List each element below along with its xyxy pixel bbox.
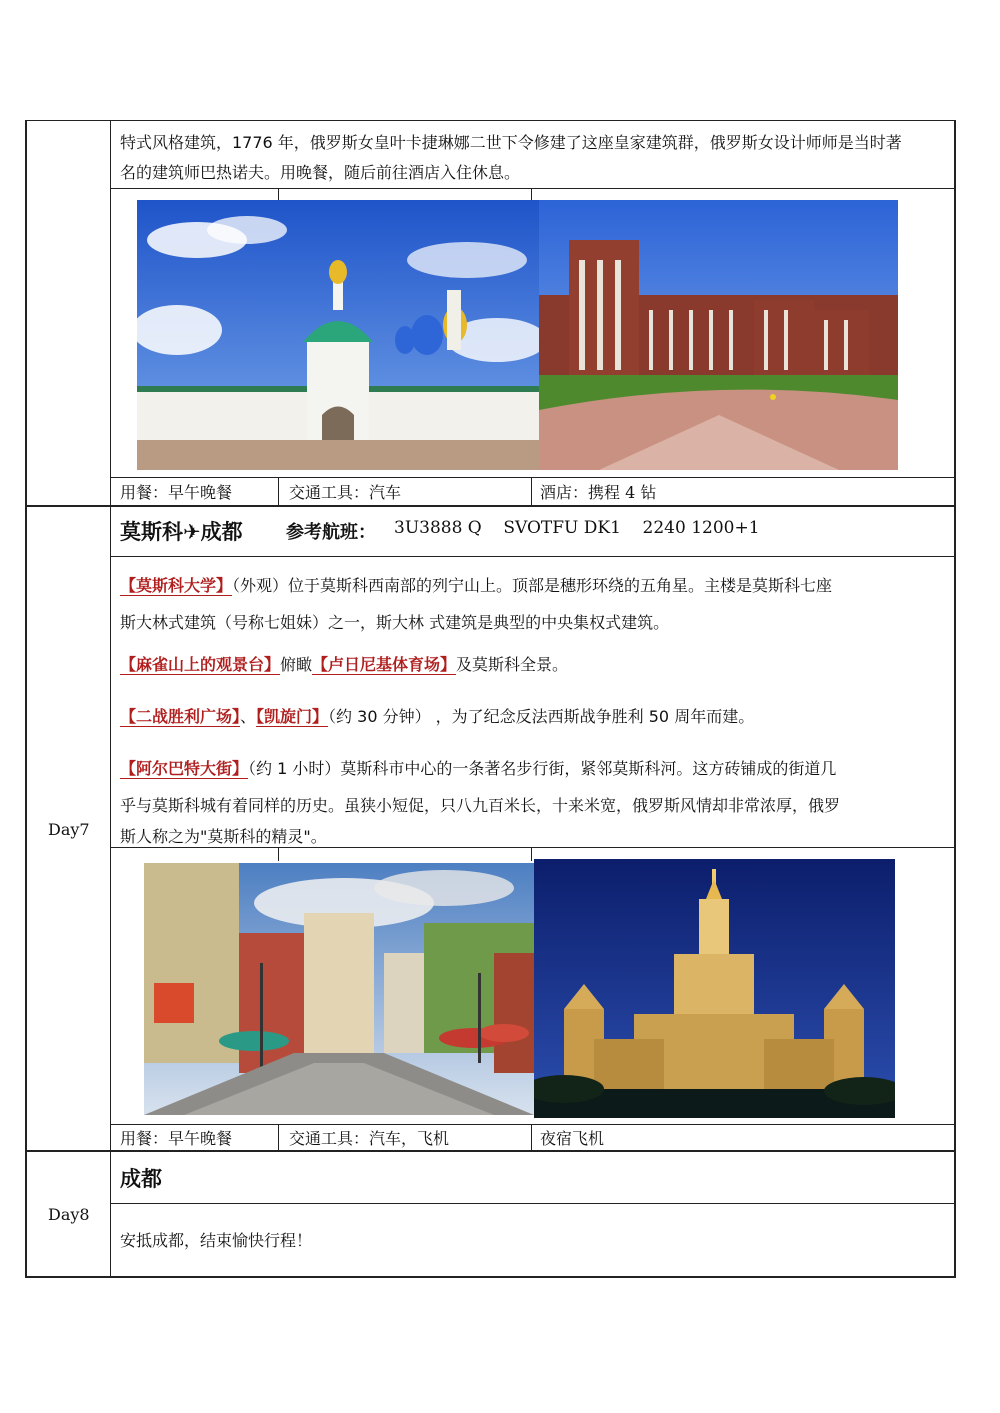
day7-meals: 用餐：早午晚餐 (120, 1129, 233, 1148)
triumphal-arch-highlight: 【凯旋门】 (256, 707, 329, 726)
day8-city-title: 成都 (120, 1167, 162, 1191)
cell-divider (278, 1124, 279, 1151)
day-column-divider (110, 120, 111, 1277)
table-border-left (25, 120, 27, 1277)
palace-photo (539, 200, 898, 470)
cell-divider (531, 188, 532, 200)
row-divider (110, 1203, 955, 1204)
day7-flight-info: 3U3888 Q SVOTFU DK1 2240 1200+1 (394, 518, 760, 538)
table-border-bottom (25, 1276, 956, 1278)
day6-hotel: 酒店：携程 4 钻 (540, 483, 657, 502)
day7-flight-label: 参考航班： (286, 522, 376, 543)
arbat-street-paragraph-line2: 乎与莫斯科城有着同样的历史。虽狭小短促，只八九百米长，十来米宽，俄罗斯风情却非常浓厚，俄罗 (120, 796, 841, 815)
cell-divider (278, 188, 279, 200)
sparrow-hills-paragraph (120, 650, 568, 680)
paragraph-text: （外观）位于莫斯科西南部的列宁山上。顶部是穗形环绕的五角星。主楼是莫斯科七座 (232, 576, 833, 595)
cell-divider (278, 477, 279, 506)
row-divider (110, 477, 955, 478)
arbat-street-paragraph (120, 754, 836, 784)
day6-text-line2: 名的建筑师巴热诺夫。用晚餐，随后前往酒店入住休息。 (120, 163, 521, 182)
row-divider (110, 1124, 955, 1125)
table-border-top (25, 120, 956, 121)
arbat-street-paragraph-line3: 斯人称之为"莫斯科的精灵"。 (120, 827, 327, 846)
sparrow-hills-highlight: 【麻雀山上的观景台】 (120, 655, 281, 674)
day7-transport: 交通工具：汽车，飞机 (289, 1129, 450, 1148)
day7-hotel: 夜宿飞机 (540, 1129, 605, 1148)
paragraph-text: 、 (240, 707, 257, 726)
row-divider (110, 556, 955, 557)
moscow-university-paragraph-line2: 斯大林式建筑（号称七姐妹）之一，斯大林 式建筑是典型的中央集权式建筑。 (120, 613, 670, 632)
arbat-street-highlight: 【阿尔巴特大街】 (120, 759, 249, 778)
arbat-street-photo (144, 863, 534, 1115)
cell-divider (531, 477, 532, 506)
victory-park-highlight: 【二战胜利广场】 (120, 707, 241, 726)
luzhniki-highlight: 【卢日尼基体育场】 (312, 655, 457, 674)
day6-meals: 用餐：早午晚餐 (120, 483, 233, 502)
paragraph-text: 俯瞰 (280, 655, 313, 674)
paragraph-text: （约 1 小时）莫斯科市中心的一条著名步行街，紧邻莫斯科河。这方砖铺成的街道几 (248, 759, 837, 778)
paragraph-text: （约 30 分钟） ，为了纪念反法西斯战争胜利 50 周年而建。 (328, 707, 755, 726)
cell-divider (531, 1124, 532, 1151)
day8-label: Day8 (48, 1205, 90, 1224)
moscow-university-highlight: 【莫斯科大学】 (120, 576, 233, 595)
table-border-right (954, 120, 956, 1277)
cell-divider (531, 847, 532, 861)
paragraph-text: 及莫斯科全景。 (456, 655, 569, 674)
monastery-photo (137, 200, 539, 470)
moscow-university-paragraph (120, 571, 832, 601)
day6-text-line1: 特式风格建筑，1776 年，俄罗斯女皇叶卡捷琳娜二世下令修建了这座皇家建筑群，俄罗斯女设计师师是当时著 (120, 133, 902, 152)
moscow-university-photo (534, 859, 895, 1118)
day7-route-title: 莫斯科✈成都 (120, 520, 243, 544)
victory-park-paragraph (120, 702, 754, 732)
row-divider (110, 188, 955, 189)
day6-transport: 交通工具：汽车 (289, 483, 402, 502)
day8-text: 安抵成都，结束愉快行程！ (120, 1231, 313, 1250)
day7-label: Day7 (48, 820, 90, 839)
